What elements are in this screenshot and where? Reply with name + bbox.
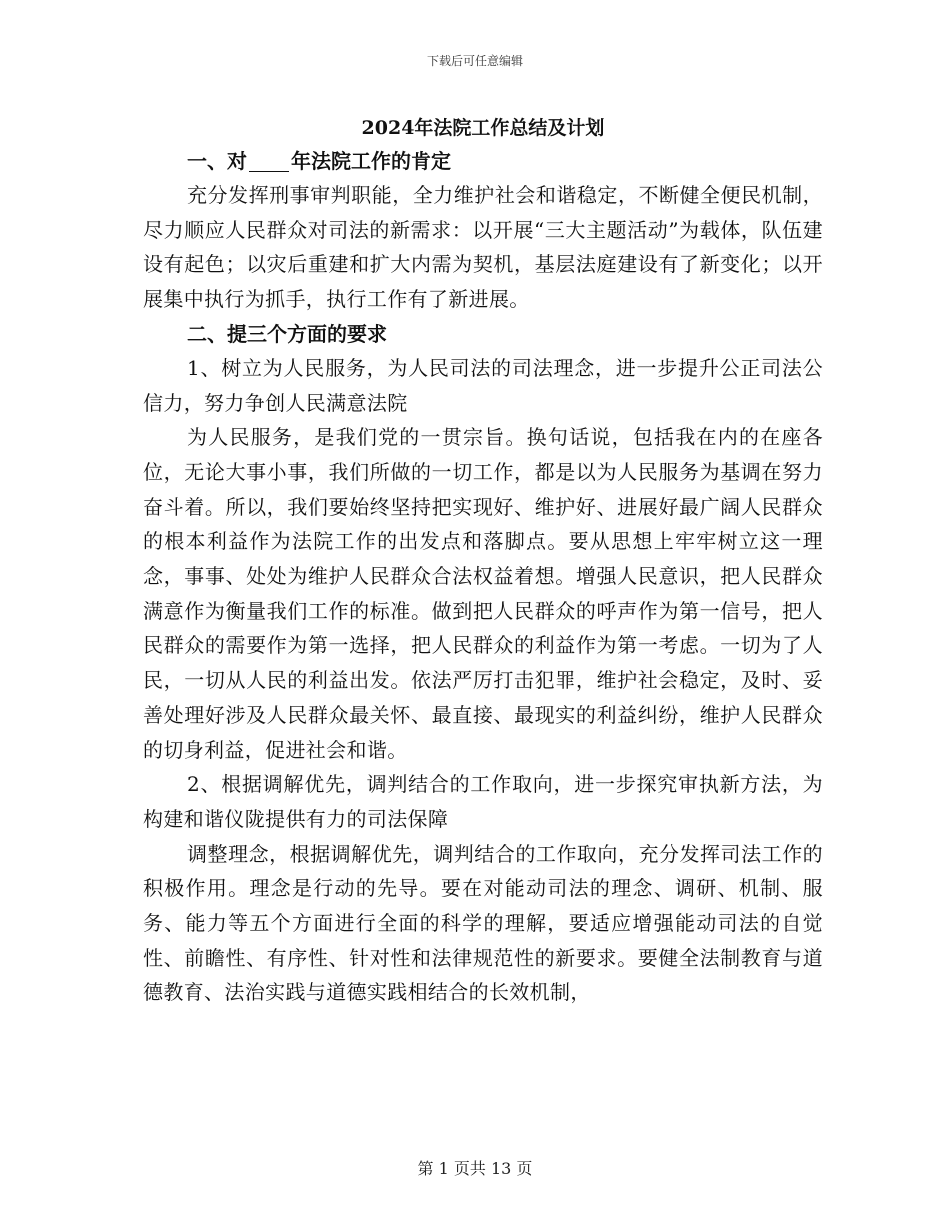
section-1-paragraph: 充分发挥刑事审判职能，全力维护社会和谐稳定，不断健全便民机制，尽力顺应人民群众对司法的新需求：以开展“三大主题活动”为载体，队伍建设有起色；以灾后重建和扩大内需为契机，基层法庭建设有了新变化；以开展集中执行为抓手，执行工作有了新进展。 (143, 183, 823, 312)
document-title: 2024年法院工作总结及计划 (361, 117, 605, 139)
page-footer: 第 1 页共 13 页 (417, 1159, 533, 1178)
item-1-title: 1、树立为人民服务，为人民司法的司法理念，进一步提升公正司法公信力，努力争创人民满意法院 (143, 355, 823, 415)
document-body (143, 113, 823, 1010)
section-1-heading-suffix: 年法院工作的肯定 (291, 149, 451, 173)
item-2-title: 2、根据调解优先，调判结合的工作取向，进一步探究审执新方法，为构建和谐仪陇提供有力的司法保障 (143, 772, 823, 831)
section-1-heading-prefix: 一、对 (187, 149, 247, 173)
page-header: 下载后可任意编辑 (426, 54, 523, 68)
item-1-body: 为人民服务，是我们党的一贯宗旨。换句话说，包括我在内的在座各位，无论大事小事，我们所做的一切工作，都是以为人民服务为基调在努力奋斗着。所以，我们要始终坚持把实现好、维护好、进展好最广阔人民群众的根本利益作为法院工作的出发点和落脚点。要从思想上牢牢树立这一理念，事事、处处为维护人民群众合法权益着想。增强人民意识，把人民群众满意作为衡量我们工作的标准。做到把人民群众的呼声作为第一信号，把人民群众的需要作为第一选择，把人民群众的利益作为第一考虑。一切为了人民，一切从人民的利益出发。依法严厉打击犯罪，维护社会稳定，及时、妥善处理好涉及人民群众最关怀、最直接、最现实的利益纠纷，维护人民群众的切身利益，促进社会和谐。 (143, 425, 823, 762)
section-2-heading: 二、提三个方面的要求 (187, 321, 387, 346)
item-2-body: 调整理念，根据调解优先，调判结合的工作取向，充分发挥司法工作的积极作用。理念是行动的先导。要在对能动司法的理念、调研、机制、服务、能力等五个方面进行全面的科学的理解，要适应增强能动司法的自觉性、前瞻性、有序性、针对性和法律规范性的新要求。要健全法制教育与道德教育、法治实践与道德实践相结合的长效机制， (143, 841, 823, 1005)
section-1-heading (143, 144, 823, 178)
year-blank-underline (249, 151, 289, 172)
